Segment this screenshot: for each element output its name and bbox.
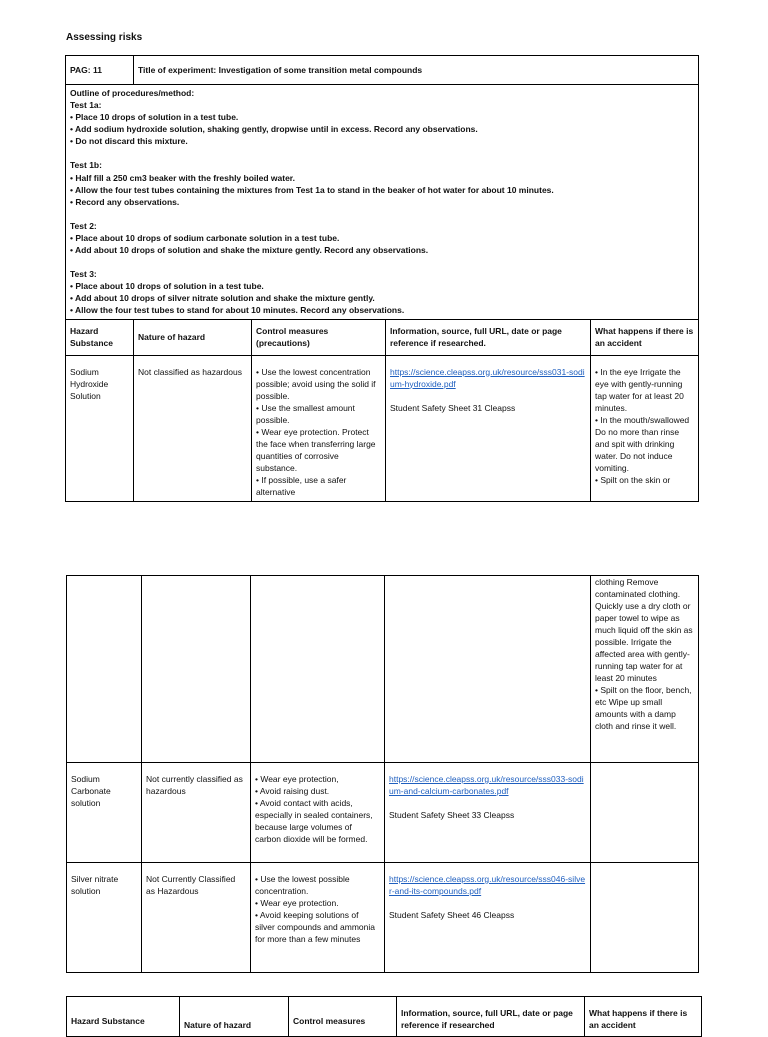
control-cell-agno3: • Use the lowest possible concentration. • Wear eye protection. • Avoid keeping solutions of silver compounds and ammonia for more than a few minutes: [251, 863, 385, 973]
test-3-step: • Place about 10 drops of solution in a test tube.: [70, 281, 264, 292]
pag-cell: PAG: 11: [66, 56, 134, 85]
col-header-accident: What happens if there is an accident: [591, 319, 699, 355]
nature-cell-na2co3: Not currently classified as hazardous: [142, 763, 251, 863]
hazard-cell-agno3: Silver nitrate solution: [67, 863, 142, 973]
accident-cell-naoh-cont: clothing Remove contaminated clothing. Quickly use a dry cloth or paper towel to wipe as much liquid off the skin as possible. Irrigate the affected area with gently-running tap water for at least 20 minutes • Spilt on the floor, bench, etc Wipe up small amounts with a damp cloth and rinse it well.: [591, 576, 699, 763]
col-header-hazard: Hazard Substance: [66, 319, 134, 355]
col-header-nature: Nature of hazard: [134, 319, 252, 355]
hazard-cell-naoh-cont: [67, 576, 142, 763]
col-header-control: Control measures (precautions): [252, 319, 386, 355]
experiment-title: Title of experiment: Investigation of some transition metal compounds: [134, 56, 699, 85]
col-header-info: Information, source, full URL, date or page reference if researched.: [386, 319, 591, 355]
accident-cell-agno3: [591, 863, 699, 973]
info-cell-naoh: [386, 355, 591, 501]
source-ref-agno3: Student Safety Sheet 46 Cleapss: [389, 910, 515, 920]
source-link-na2co3[interactable]: https://science.cleapss.org.uk/resource/sss033-sodium-and-calcium-carbonates.pdf: [389, 774, 584, 796]
test-2-step: • Add about 10 drops of solution and shake the mixture gently. Record any observations.: [70, 245, 429, 256]
info-cell-naoh-cont: [385, 576, 591, 763]
test-3-step: • Allow the four test tubes to stand for about 10 minutes. Record any observations.: [70, 305, 405, 316]
test-1a-step: • Place 10 drops of solution in a test tube.: [70, 112, 239, 123]
source-ref-na2co3: Student Safety Sheet 33 Cleapss: [389, 810, 515, 820]
col-header-control-bottom: Control measures: [289, 997, 397, 1037]
outline-cell: [66, 85, 699, 320]
outline-header: Outline of procedures/method:: [70, 88, 195, 98]
nature-cell-agno3: Not Currently Classified as Hazardous: [142, 863, 251, 973]
col-header-info-bottom: Information, source, full URL, date or page reference if researched: [397, 997, 585, 1037]
test-1b-step: • Half fill a 250 cm3 beaker with the freshly boiled water.: [70, 172, 296, 183]
hazard-cell-naoh: Sodium Hydroxide Solution: [66, 355, 134, 501]
info-cell-na2co3: [385, 763, 591, 863]
risk-table-page1: [65, 55, 699, 502]
source-link-agno3[interactable]: https://science.cleapss.org.uk/resource/sss046-silver-and-its-compounds.pdf: [389, 874, 586, 896]
test-1a-label: Test 1a:: [70, 100, 102, 111]
col-header-accident-bottom: What happens if there is an accident: [585, 997, 702, 1037]
nature-cell-naoh-cont: [142, 576, 251, 763]
nature-cell-naoh: Not classified as hazardous: [134, 355, 252, 501]
accident-cell-naoh: • In the eye Irrigate the eye with gently-running tap water for at least 20 minutes. • In the mouth/swallowed Do no more than rinse and spit with drinking water. Do not induce vomiting. • Spilt on the skin or: [591, 355, 699, 501]
control-cell-na2co3: • Wear eye protection, • Avoid raising dust. • Avoid contact with acids, especially in sealed containers, because large volumes of carbon dioxide will be formed.: [251, 763, 385, 863]
control-cell-naoh-cont: [251, 576, 385, 763]
accident-cell-na2co3: [591, 763, 699, 863]
info-cell-agno3: [385, 863, 591, 973]
col-header-nature-bottom: Nature of hazard: [180, 997, 289, 1037]
test-1a-step: • Do not discard this mixture.: [70, 136, 188, 147]
test-3-step: • Add about 10 drops of silver nitrate solution and shake the mixture gently.: [70, 293, 375, 304]
test-2-label: Test 2:: [70, 220, 97, 231]
test-1a-step: • Add sodium hydroxide solution, shaking gently, dropwise until in excess. Record any observations.: [70, 124, 478, 135]
col-header-hazard-bottom: Hazard Substance: [67, 997, 180, 1037]
test-1b-label: Test 1b:: [70, 160, 102, 171]
test-1b-step: • Record any observations.: [70, 196, 180, 207]
source-link-naoh[interactable]: https://science.cleapss.org.uk/resource/sss031-sodium-hydroxide.pdf: [390, 366, 585, 389]
control-cell-naoh: • Use the lowest concentration possible; avoid using the solid if possible. • Use the smallest amount possible. • Wear eye protection. Protect the face when transferring large quantities of corrosive substance. • If possible, use a safer alternative: [252, 355, 386, 501]
source-ref-naoh: Student Safety Sheet 31 Cleapss: [390, 402, 516, 413]
page-heading: Assessing risks: [66, 32, 143, 43]
risk-table-page2: [66, 575, 699, 973]
risk-table-page3: [66, 996, 702, 1037]
hazard-cell-na2co3: Sodium Carbonate solution: [67, 763, 142, 863]
test-1b-step: • Allow the four test tubes containing the mixtures from Test 1a to stand in the beaker of hot water for about 10 minutes.: [70, 184, 554, 195]
test-3-label: Test 3:: [70, 269, 97, 280]
test-2-step: • Place about 10 drops of sodium carbonate solution in a test tube.: [70, 232, 340, 243]
